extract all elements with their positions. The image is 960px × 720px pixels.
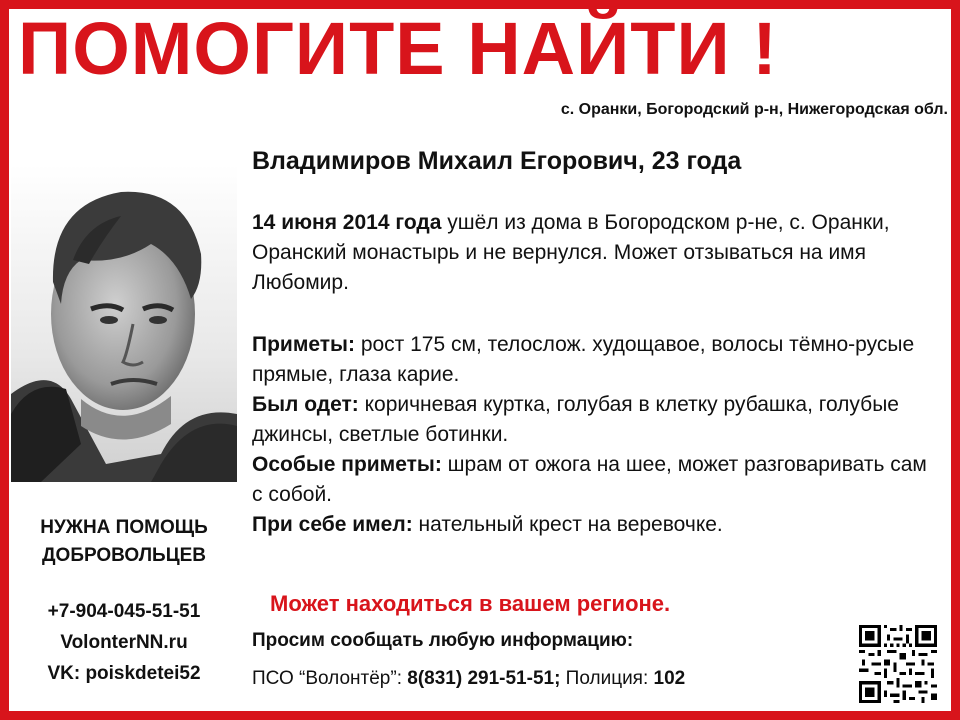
detail-description [252, 330, 932, 390]
detail-text: шрам от ожога на шее, может разговаривать сам с собой. [252, 453, 927, 506]
portrait-photo [11, 164, 237, 482]
detail-label: Был одет: [252, 393, 359, 416]
location-text: с. Оранки, Богородский р-н, Нижегородская обл. [560, 101, 948, 118]
details-block [252, 330, 932, 540]
qr-code-icon [859, 625, 937, 703]
volunteers-needed [0, 514, 248, 570]
person-name: Владимиров Михаил Егорович, 23 года [252, 147, 742, 175]
police-number: 102 [653, 668, 686, 689]
region-note: Может находиться в вашем регионе. [270, 591, 671, 616]
story-paragraph [252, 208, 932, 298]
contact-site: VolonterNN.ru [60, 632, 188, 653]
detail-clothing [252, 390, 932, 450]
detail-special-marks [252, 450, 932, 510]
contacts-block [0, 596, 248, 689]
pso-prefix: ПСО “Волонтёр”: [252, 668, 408, 689]
volunteers-line: НУЖНА ПОМОЩЬ [40, 517, 208, 538]
detail-label: При себе имел: [252, 513, 413, 536]
detail-label: Особые приметы: [252, 453, 442, 476]
story-text: ушёл из дома в Богородском р-не, с. Оранки, Оранский монастырь и не вернулся. Может отзываться на имя Любомир. [252, 211, 890, 294]
pso-contacts [252, 668, 685, 690]
detail-text: нательный крест на веревочке. [412, 513, 723, 536]
poster-headline: ПОМОГИТЕ НАЙТИ ! [18, 7, 778, 90]
pso-phone: 8(831) 291-51-51; [407, 668, 561, 689]
detail-label: Приметы: [252, 333, 355, 356]
ask-info: Просим сообщать любую информацию: [252, 630, 634, 651]
story-date: 14 июня 2014 года [252, 211, 442, 234]
contact-vk: VK: poiskdetei52 [47, 663, 201, 684]
police-label: Полиция: [560, 668, 654, 689]
detail-belongings [252, 510, 932, 540]
contact-phone: +7-904-045-51-51 [47, 601, 201, 622]
volunteers-line: ДОБРОВОЛЬЦЕВ [42, 545, 206, 566]
detail-text: коричневая куртка, голубая в клетку рубашка, голубые джинсы, светлые ботинки. [252, 393, 899, 446]
detail-text: рост 175 см, телослож. худощавое, волосы тёмно-русые прямые, глаза карие. [252, 333, 915, 386]
